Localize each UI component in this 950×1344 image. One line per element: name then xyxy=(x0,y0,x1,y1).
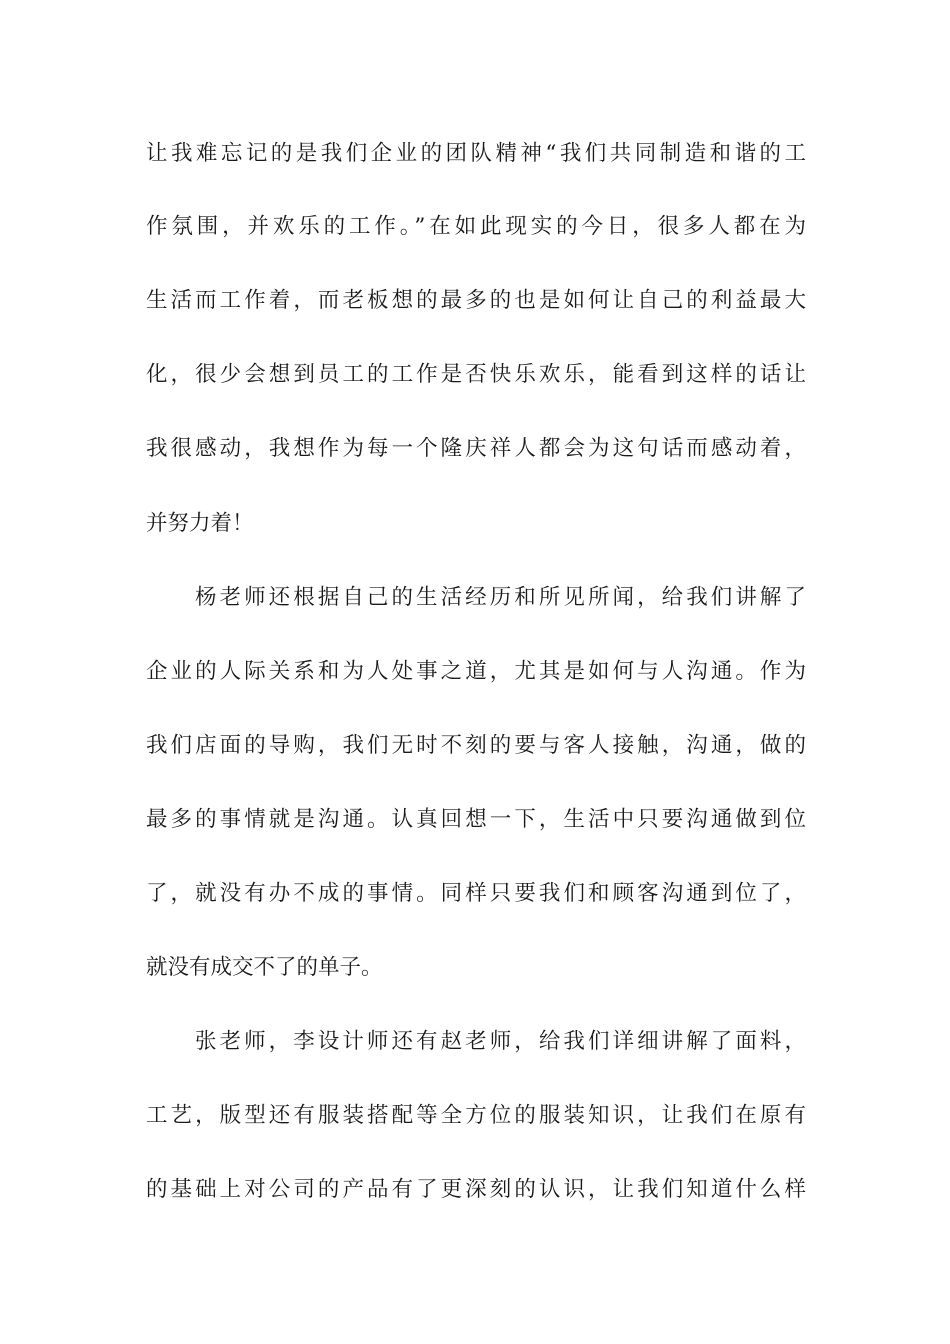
paragraph-2-line-1: 杨老师还根据自己的生活经历和所见所闻，给我们讲解了 xyxy=(195,585,806,610)
paragraph-1-line-4: 化，很少会想到员工的工作是否快乐欢乐，能看到这样的话让 xyxy=(146,362,806,387)
paragraph-3-line-3: 的基础上对公司的产品有了更深刻的认识，让我们知道什么样 xyxy=(146,1177,806,1202)
paragraph-2-line-4: 最多的事情就是沟通。认真回想一下，生活中只要沟通做到位 xyxy=(146,807,806,832)
paragraph-1-line-1: 让我难忘记的是我们企业的团队精神“我们共同制造和谐的工 xyxy=(146,141,806,166)
paragraph-2-line-2: 企业的人际关系和为人处事之道，尤其是如何与人沟通。作为 xyxy=(146,659,806,684)
paragraph-2-line-6: 就没有成交不了的单子。 xyxy=(146,955,383,980)
paragraph-3-line-2: 工艺，版型还有服装搭配等全方位的服装知识，让我们在原有 xyxy=(146,1103,806,1128)
paragraph-1-line-2: 作氛围，并欢乐的工作。”在如此现实的今日，很多人都在为 xyxy=(146,214,806,239)
paragraph-1-line-6: 并努力着！ xyxy=(146,511,254,536)
paragraph-2-line-5: 了，就没有办不成的事情。同样只要我们和顾客沟通到位了， xyxy=(146,881,806,906)
paragraph-1-line-3: 生活而工作着，而老板想的最多的也是如何让自己的利益最大 xyxy=(146,288,806,313)
paragraph-1-line-5: 我很感动，我想作为每一个隆庆祥人都会为这句话而感动着， xyxy=(146,436,806,461)
paragraph-2-line-3: 我们店面的导购，我们无时不刻的要与客人接触，沟通，做的 xyxy=(146,733,806,758)
paragraph-3-line-1: 张老师，李设计师还有赵老师，给我们详细讲解了面料， xyxy=(195,1029,806,1054)
